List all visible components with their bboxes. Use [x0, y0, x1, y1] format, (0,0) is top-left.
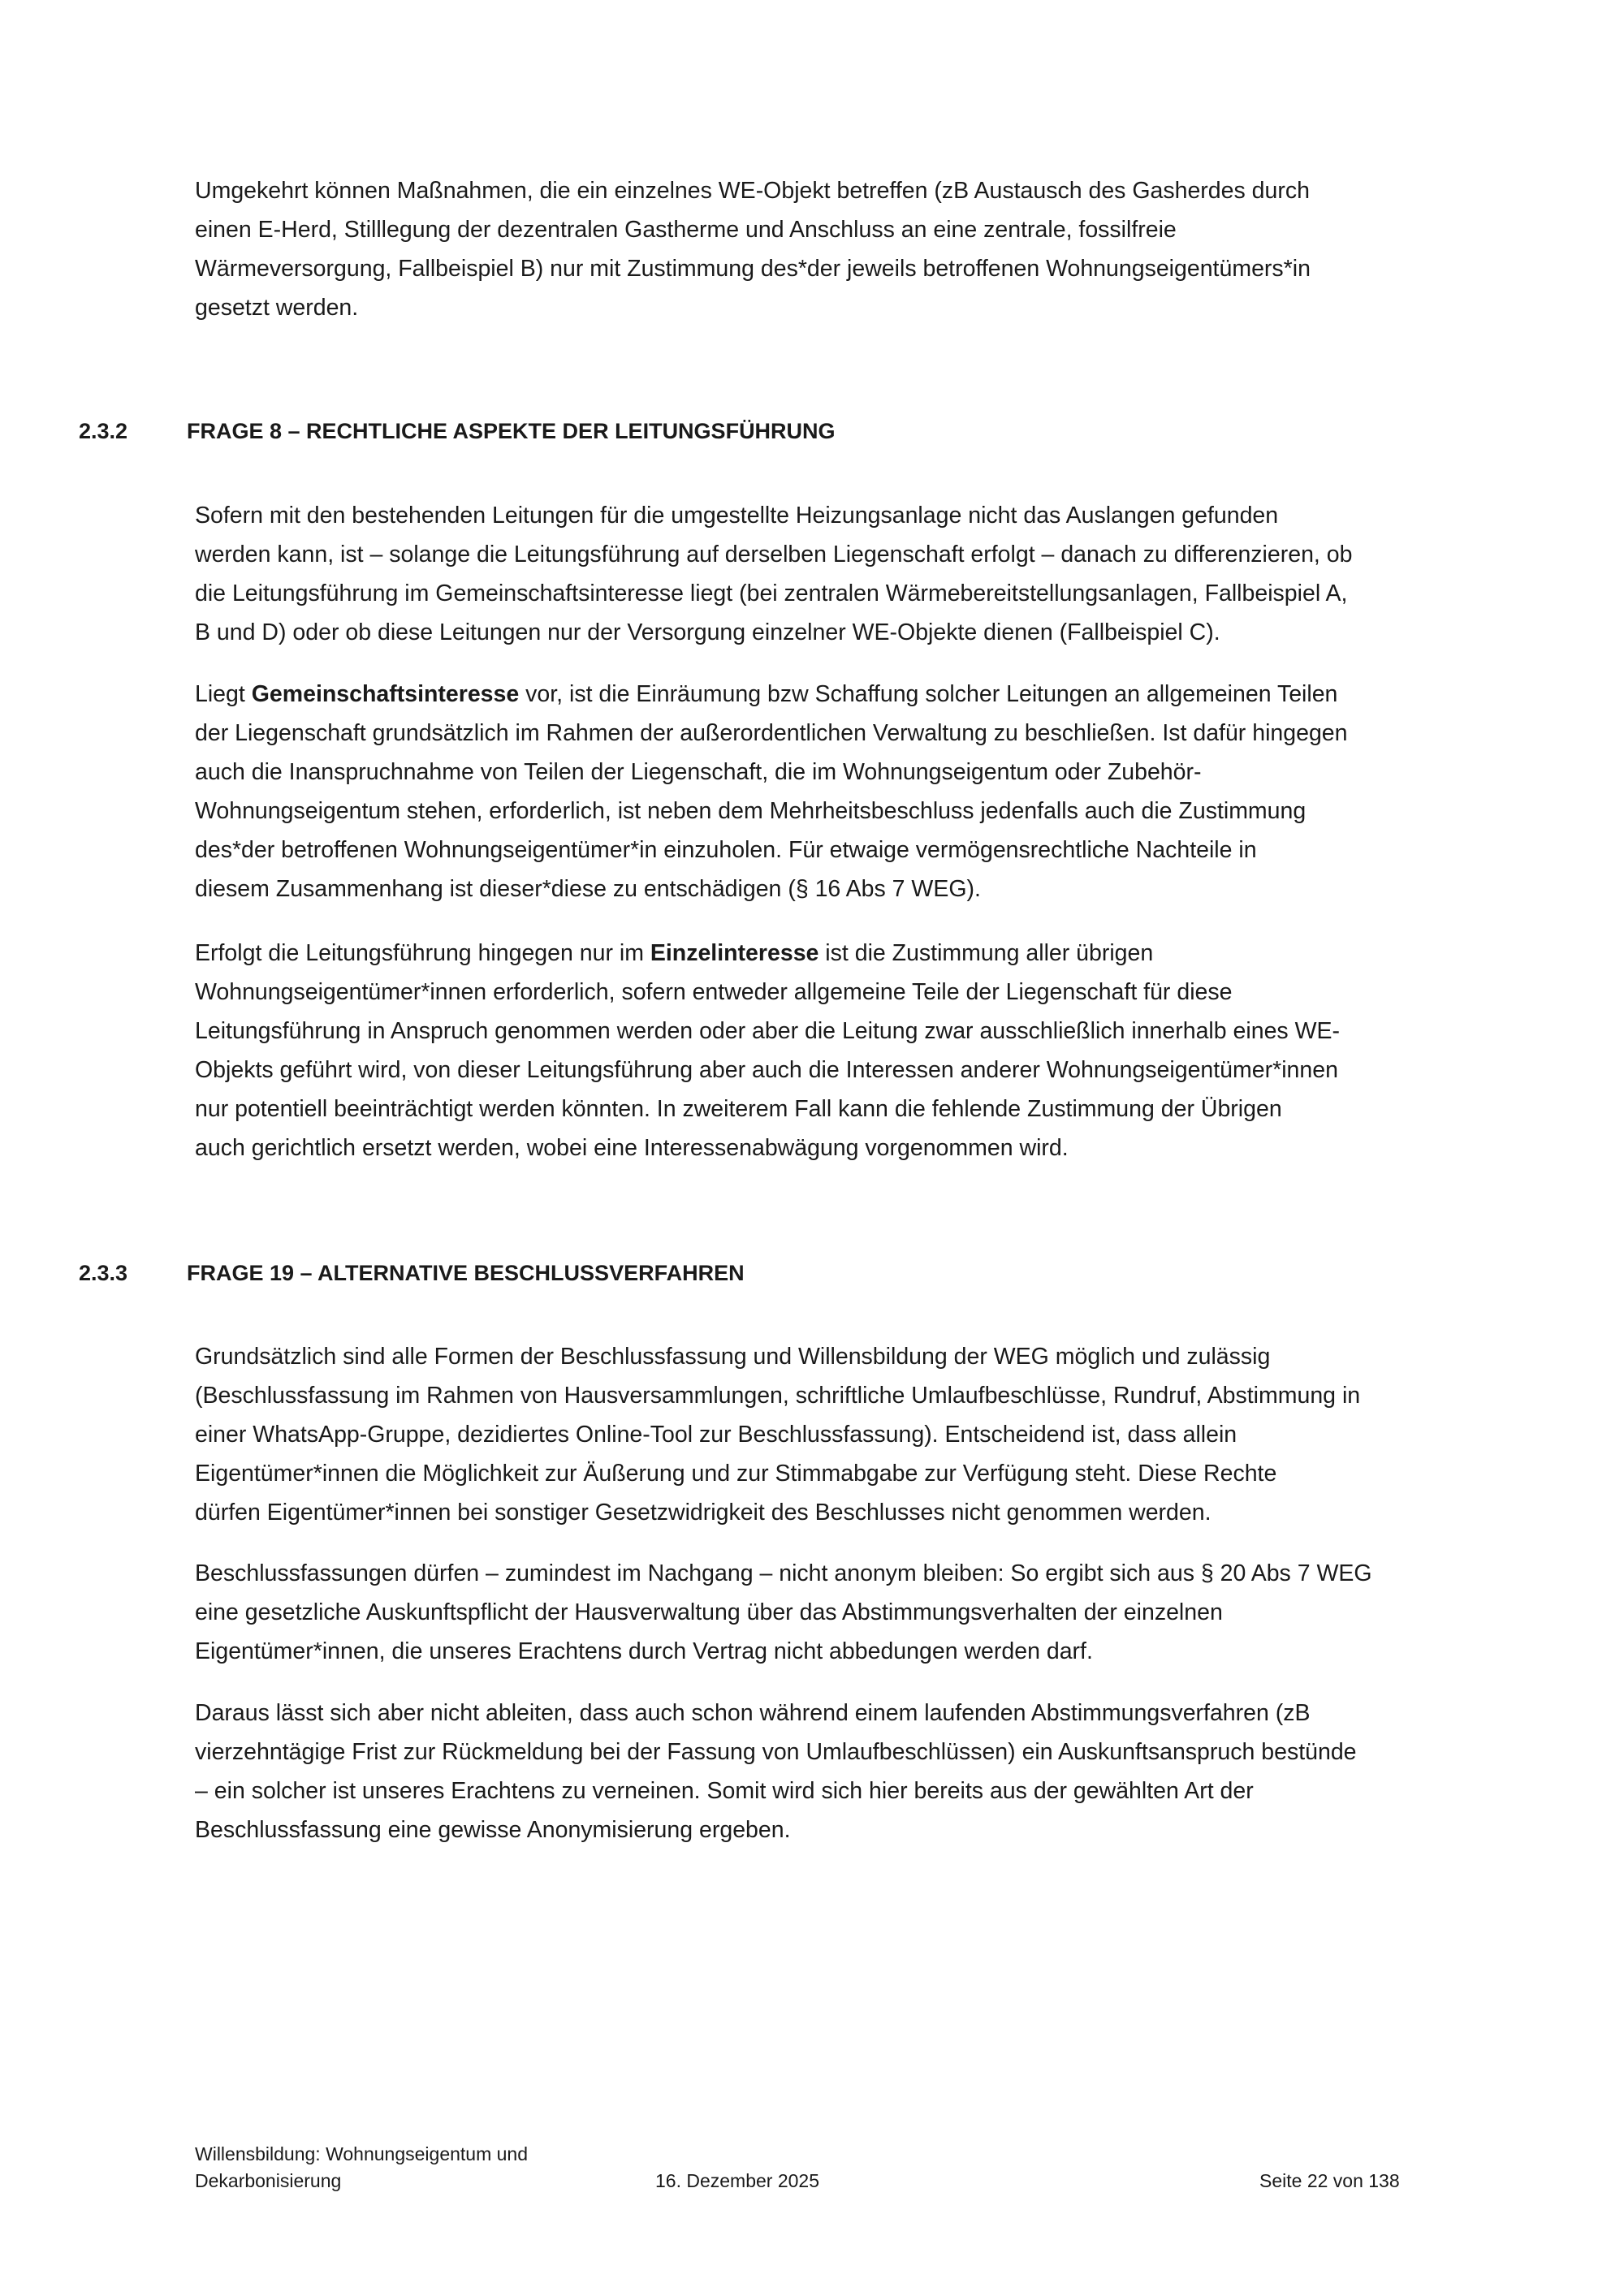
text-line: Daraus lässt sich aber nicht ableiten, dass auch schon während einem laufenden Abstimmungsverfahren (zB — [195, 1700, 1311, 1726]
text-line: eine gesetzliche Auskunftspflicht der Hausverwaltung über das Abstimmungsverhalten der einzelnen — [195, 1599, 1223, 1625]
text-line: des*der betroffenen Wohnungseigentümer*in einzuholen. Für etwaige vermögensrechtliche Nachteile in — [195, 837, 1257, 863]
paragraph-233-3 — [195, 1694, 1462, 1849]
section-title: FRAGE 19 – ALTERNATIVE BESCHLUSSVERFAHREN — [187, 1261, 745, 1285]
text-line: Wärmeversorgung, Fallbeispiel B) nur mit Zustimmung des*der jeweils betroffenen Wohnungseigentümers*in — [195, 256, 1311, 282]
section-heading-2-3-3 — [79, 1257, 1459, 1289]
text-line: der Liegenschaft grundsätzlich im Rahmen der außerordentlichen Verwaltung zu beschließen. Ist dafür hingegen — [195, 720, 1348, 746]
section-number: 2.3.3 — [79, 1261, 128, 1285]
footer-title-line: Willensbildung: Wohnungseigentum und — [195, 2143, 529, 2164]
text-line: die Leitungsführung im Gemeinschaftsinteresse liegt (bei zentralen Wärmebereitstellungsanlagen, Fallbeispiel A, — [195, 580, 1348, 606]
text-fragment: ist die Zustimmung aller übrigen — [818, 940, 1154, 966]
text-line: einer WhatsApp-Gruppe, dezidiertes Online-Tool zur Beschlussfassung). Entscheidend ist, dass allein — [195, 1422, 1237, 1448]
text-line: einen E-Herd, Stilllegung der dezentralen Gastherme und Anschluss an eine zentrale, fossilfreie — [195, 217, 1177, 243]
text-line: vierzehntägige Frist zur Rückmeldung bei der Fassung von Umlaufbeschlüssen) ein Auskunftsanspruch bestünde — [195, 1739, 1357, 1765]
text-line: Wohnungseigentum stehen, erforderlich, ist neben dem Mehrheitsbeschluss jedenfalls auch die Zustimmung — [195, 798, 1307, 824]
footer-page-number: Seite 22 von 138 — [1259, 2170, 1400, 2191]
text-line: Objekts geführt wird, von dieser Leitungsführung aber auch die Interessen anderer Wohnungseigentümer*innen — [195, 1057, 1338, 1083]
text-line: diesem Zusammenhang ist dieser*diese zu entschädigen (§ 16 Abs 7 WEG). — [195, 876, 981, 902]
text-line: B und D) oder ob diese Leitungen nur der Versorgung einzelner WE-Objekte dienen (Fallbeispiel C). — [195, 619, 1220, 645]
paragraph-233-2 — [195, 1554, 1462, 1671]
text-line: – ein solcher ist unseres Erachtens zu verneinen. Somit wird sich hier bereits aus der gewählten Art der — [195, 1778, 1254, 1804]
paragraph-232-3 — [195, 934, 1462, 1167]
text-line: (Beschlussfassung im Rahmen von Hausversammlungen, schriftliche Umlaufbeschlüsse, Rundruf, Abstimmung in — [195, 1383, 1361, 1409]
footer-date: 16. Dezember 2025 — [655, 2170, 820, 2191]
text-line: auch gerichtlich ersetzt werden, wobei eine Interessenabwägung vorgenommen wird. — [195, 1135, 1069, 1161]
text-fragment: vor, ist die Einräumung bzw Schaffung solcher Leitungen an allgemeinen Teilen — [519, 681, 1338, 707]
text-line: Eigentümer*innen, die unseres Erachtens durch Vertrag nicht abbedungen werden darf. — [195, 1638, 1093, 1664]
text-fragment: Erfolgt die Leitungsführung hingegen nur im — [195, 940, 650, 966]
text-line: Umgekehrt können Maßnahmen, die ein einzelnes WE-Objekt betreffen (zB Austausch des Gasherdes durch — [195, 178, 1310, 204]
text-line: Grundsätzlich sind alle Formen der Beschlussfassung und Willensbildung der WEG möglich und zulässig — [195, 1344, 1271, 1370]
text-line: Beschlussfassungen dürfen – zumindest im Nachgang – nicht anonym bleiben: So ergibt sich aus § 20 Abs 7 WEG — [195, 1560, 1372, 1586]
bold-term: Einzelinteresse — [650, 940, 819, 966]
text-line: dürfen Eigentümer*innen bei sonstiger Gesetzwidrigkeit des Beschlusses nicht genommen werden. — [195, 1500, 1212, 1526]
paragraph-232-2 — [195, 675, 1462, 908]
text-line: Sofern mit den bestehenden Leitungen für die umgestellte Heizungsanlage nicht das Auslangen gefunden — [195, 503, 1279, 529]
section-heading-2-3-2 — [79, 415, 1459, 447]
text-line: Wohnungseigentümer*innen erforderlich, sofern entweder allgemeine Teile der Liegenschaft für diese — [195, 979, 1233, 1005]
text-line: nur potentiell beeinträchtigt werden könnten. In zweiterem Fall kann die fehlende Zustimmung der Übrigen — [195, 1096, 1282, 1122]
text-line: werden kann, ist – solange die Leitungsführung auf derselben Liegenschaft erfolgt – danach zu differenzieren, ob — [195, 542, 1353, 568]
text-fragment: Liegt — [195, 681, 252, 707]
paragraph-232-1 — [195, 496, 1462, 652]
text-line: gesetzt werden. — [195, 295, 359, 321]
footer-document-title — [195, 2141, 617, 2195]
text-line: Beschlussfassung eine gewisse Anonymisierung ergeben. — [195, 1817, 791, 1843]
bold-term: Gemeinschaftsinteresse — [251, 681, 520, 707]
paragraph-233-1 — [195, 1337, 1462, 1532]
section-number: 2.3.2 — [79, 419, 128, 443]
text-line: auch die Inanspruchnahme von Teilen der Liegenschaft, die im Wohnungseigentum oder Zubehör- — [195, 759, 1202, 785]
text-line: Leitungsführung in Anspruch genommen werden oder aber die Leitung zwar ausschließlich innerhalb eines WE- — [195, 1018, 1340, 1044]
section-title: FRAGE 8 – RECHTLICHE ASPEKTE DER LEITUNGSFÜHRUNG — [187, 419, 836, 443]
text-line: Eigentümer*innen die Möglichkeit zur Äußerung und zur Stimmabgabe zur Verfügung steht. Diese Rechte — [195, 1461, 1277, 1487]
intro-paragraph — [195, 171, 1462, 327]
footer-title-line: Dekarbonisierung — [195, 2170, 342, 2191]
